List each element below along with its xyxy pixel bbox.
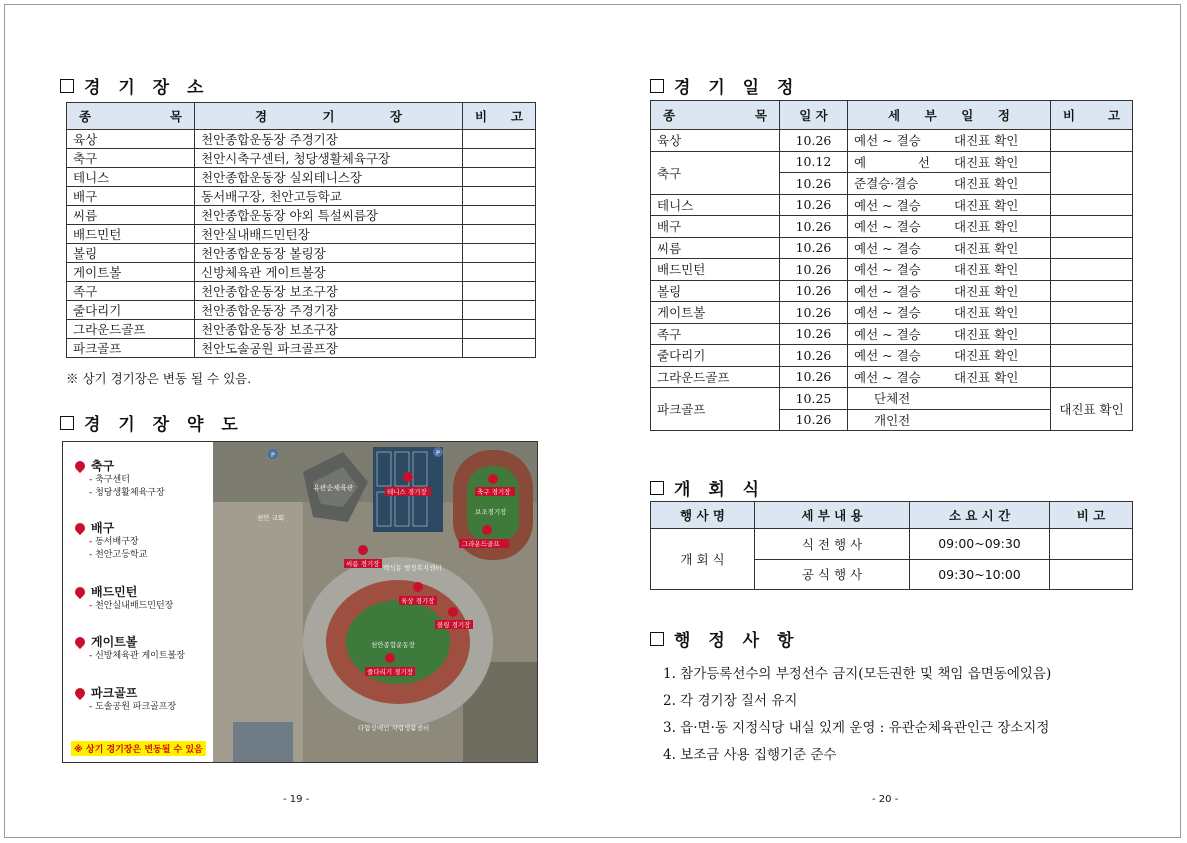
schedule-date-cell: 10.26 [780,216,848,238]
venue-note-cell [463,130,536,149]
schedule-date-cell: 10.12 [780,151,848,173]
schedule-detail-cell: 단체전 [848,388,1051,410]
venue-row [67,149,536,168]
venue-row [67,263,536,282]
venue-place-cell: 천안종합운동장 볼링장 [195,244,463,263]
venue-place-cell: 천안종합운동장 주경기장 [195,130,463,149]
schedule-table [650,100,1133,431]
schedule-date-cell: 10.26 [780,280,848,302]
ceremony-row [651,529,1133,560]
venue-sport-cell: 배드민턴 [67,225,195,244]
venue-place-cell: 천안종합운동장 실외테니스장 [195,168,463,187]
schedule-note-cell [1051,194,1133,216]
schedule-note-cell [1051,237,1133,259]
map-legend-note: ※ 상기 경기장은 변동될 수 있음 [71,741,206,756]
schedule-confirm-text: 대진표 확인 [954,176,1019,192]
schedule-confirm-text: 대진표 확인 [954,326,1019,342]
schedule-row [651,345,1133,367]
schedule-note-cell [1051,130,1133,152]
venue-sport-cell: 게이트볼 [67,263,195,282]
schedule-confirm-text: 대진표 확인 [954,283,1019,299]
schedule-detail-text: 예선 ~ 결승 [854,305,921,321]
schedule-date-cell: 10.25 [780,388,848,410]
page-number-right: - 20 - [872,794,899,805]
schedule-detail-cell [848,323,1051,345]
venue-heading: 경 기 장 소 [60,73,209,98]
schedule-sport-cell: 배구 [651,216,780,238]
schedule-detail-cell [848,216,1051,238]
schedule-confirm-text: 대진표 확인 [954,305,1019,321]
map-pin-icon [73,584,87,598]
map-label-stadium: 천안종합운동장 [371,641,415,649]
schedule-detail-text: 예선 ~ 결승 [854,133,921,149]
venue-place-cell: 천안종합운동장 주경기장 [195,301,463,320]
map-tag-soccer: 축구 경기장 [477,488,511,496]
schedule-sport-cell: 씨름 [651,237,780,259]
map-label-subfield: 보조경기장 [475,508,507,516]
map-pin-icon [73,458,87,472]
venue-note-cell [463,301,536,320]
checkbox-square-icon [650,632,664,646]
schedule-date-cell: 10.26 [780,237,848,259]
schedule-date-cell: 10.26 [780,194,848,216]
schedule-detail-text: 예선 ~ 결승 [854,197,921,213]
schedule-row [651,130,1133,152]
map-heading: 경 기 장 약 도 [60,410,244,435]
venue-place-cell: 동서배구장, 천안고등학교 [195,187,463,206]
checkbox-square-icon [60,79,74,93]
schedule-note-cell [1051,345,1133,367]
schedule-sport-cell: 테니스 [651,194,780,216]
venue-note-cell [463,339,536,358]
schedule-detail-text: 예선 ~ 결승 [854,219,921,235]
schedule-confirm-text: 대진표 확인 [954,240,1019,256]
checkbox-square-icon [650,79,664,93]
map-tag-athletics: 육상 경기장 [401,597,435,605]
map-tag-tennis: 테니스 경기장 [387,488,427,496]
schedule-header-note: 비 고 [1051,101,1133,130]
admin-heading: 행 정 사 항 [650,626,799,651]
map-label-gym: 유관순체육관 [313,484,354,492]
schedule-detail-cell [848,366,1051,388]
venue-sport-cell: 축구 [67,149,195,168]
map-tag-ssireum: 씨름 경기장 [346,560,380,568]
map-pin-icon [73,634,87,648]
map-label-school: 천안 교회 [257,514,285,522]
ceremony-header-row [651,502,1133,529]
schedule-header-row [651,101,1133,130]
page-number-left: - 19 - [283,794,310,805]
venue-place-cell: 천안종합운동장 야외 특설씨름장 [195,206,463,225]
map-tag-groundgolf: 그라운드골프 [462,540,500,548]
ceremony-detail: 식 전 행 사 [755,529,910,560]
schedule-detail-cell [848,151,1051,173]
map-label-support: 다함장애인 자립생활센터 [358,724,430,732]
admin-item: 1. 참가등록선수의 부정선수 금지(모든권한 및 책임 읍면동에있음) [663,666,1052,682]
ceremony-table [650,501,1133,590]
venue-place-cell: 천안도솔공원 파크골프장 [195,339,463,358]
ceremony-header-time: 소 요 시 간 [910,502,1050,529]
venue-row [67,187,536,206]
schedule-row [651,366,1133,388]
schedule-detail-text: 예선 ~ 결승 [854,369,921,385]
ceremony-time: 09:00~09:30 [910,529,1050,560]
venue-sport-cell: 족구 [67,282,195,301]
venue-note-cell [463,168,536,187]
venue-sport-cell: 육상 [67,130,195,149]
schedule-row [651,216,1133,238]
schedule-date-cell: 10.26 [780,302,848,324]
schedule-row [651,237,1133,259]
schedule-detail-text: 준결승·결승 [854,176,919,192]
schedule-row [651,151,1133,173]
venue-row [67,301,536,320]
venue-sport-cell: 파크골프 [67,339,195,358]
schedule-detail-cell [848,259,1051,281]
map-pin-icon [73,685,87,699]
schedule-sport-cell: 그라운드골프 [651,366,780,388]
schedule-detail-cell [848,302,1051,324]
venue-note-cell [463,225,536,244]
schedule-row [651,388,1133,410]
schedule-note-cell [1051,323,1133,345]
schedule-note-cell [1051,302,1133,324]
venue-sport-cell: 볼링 [67,244,195,263]
venue-sport-cell: 테니스 [67,168,195,187]
schedule-detail-cell [848,194,1051,216]
schedule-row [651,302,1133,324]
schedule-sport-cell: 족구 [651,323,780,345]
schedule-sport-cell: 육상 [651,130,780,152]
legend-item-soccer: 축구 - 축구센터 - 청당생활체육구장 [75,455,165,500]
ceremony-note [1050,529,1133,560]
venue-note-cell [463,149,536,168]
schedule-confirm-text: 대진표 확인 [954,369,1019,385]
schedule-date-cell: 10.26 [780,345,848,367]
map-legend [63,442,213,762]
schedule-detail-cell: 개인전 [848,409,1051,431]
map-label-admin: 백석동 행정복지센터 [383,564,442,572]
legend-item-badminton: 배드민턴 - 천안실내배드민턴장 [75,581,173,613]
venue-note-cell [463,244,536,263]
schedule-sport-cell: 게이트볼 [651,302,780,324]
venue-note-cell [463,187,536,206]
ceremony-header-detail: 세 부 내 용 [755,502,910,529]
ceremony-note [1050,559,1133,590]
venue-note: ※ 상기 경기장은 변동 될 수 있음. [66,371,252,386]
schedule-detail-text: 예 선 [854,154,930,170]
schedule-sport-cell: 축구 [651,151,780,194]
schedule-detail-text: 예선 ~ 결승 [854,326,921,342]
schedule-note-cell [1051,259,1133,281]
admin-item: 2. 각 경기장 질서 유지 [663,693,798,709]
venue-place-cell: 천안시축구센터, 청당생활체육구장 [195,149,463,168]
venue-note-cell [463,282,536,301]
schedule-date-cell: 10.26 [780,130,848,152]
schedule-detail-text: 예선 ~ 결승 [854,240,921,256]
schedule-header-detail: 세 부 일 정 [848,101,1051,130]
schedule-date-cell: 10.26 [780,366,848,388]
venue-map [62,441,538,763]
ceremony-time: 09:30~10:00 [910,559,1050,590]
schedule-confirm-text: 대진표 확인 [954,348,1019,364]
schedule-confirm-cell: 대진표 확인 [1051,388,1133,431]
schedule-sport-cell: 볼링 [651,280,780,302]
schedule-note-cell [1051,151,1133,194]
schedule-header-date: 일 자 [780,101,848,130]
venue-note-cell [463,206,536,225]
schedule-detail-cell [848,280,1051,302]
venue-place-cell: 신방체육관 게이트볼장 [195,263,463,282]
schedule-sport-cell: 파크골프 [651,388,780,431]
venue-note-cell [463,263,536,282]
checkbox-square-icon [60,416,74,430]
admin-item: 4. 보조금 사용 집행기준 준수 [663,747,837,763]
venue-sport-cell: 씨름 [67,206,195,225]
schedule-row [651,280,1133,302]
venue-note-cell [463,320,536,339]
legend-item-volleyball: 배구 - 동서배구장 - 천안고등학교 [75,517,147,562]
schedule-detail-text: 예선 ~ 결승 [854,262,921,278]
venue-place-cell: 천안실내배드민턴장 [195,225,463,244]
ceremony-header-event: 행 사 명 [651,502,755,529]
schedule-confirm-text: 대진표 확인 [954,133,1019,149]
schedule-note-cell [1051,366,1133,388]
venue-table [66,102,536,358]
schedule-row [651,323,1133,345]
schedule-date-cell: 10.26 [780,173,848,195]
ceremony-event-name: 개 회 식 [651,529,755,590]
schedule-confirm-text: 대진표 확인 [954,219,1019,235]
venue-header-note: 비 고 [463,103,536,130]
venue-sport-cell: 배구 [67,187,195,206]
schedule-confirm-text: 대진표 확인 [954,262,1019,278]
venue-header-sport: 종 목 [67,103,195,130]
venue-sport-cell: 줄다리기 [67,301,195,320]
ceremony-header-note: 비 고 [1050,502,1133,529]
venue-row [67,320,536,339]
venue-place-cell: 천안종합운동장 보조구장 [195,320,463,339]
schedule-date-cell: 10.26 [780,409,848,431]
schedule-detail-text: 예선 ~ 결승 [854,348,921,364]
schedule-row [651,259,1133,281]
schedule-detail-text: 예선 ~ 결승 [854,283,921,299]
schedule-sport-cell: 줄다리기 [651,345,780,367]
checkbox-square-icon [650,481,664,495]
ceremony-detail: 공 식 행 사 [755,559,910,590]
schedule-row [651,194,1133,216]
schedule-heading: 경 기 일 정 [650,73,799,98]
map-parking-icon: P [436,449,440,457]
schedule-detail-cell [848,130,1051,152]
legend-item-parkgolf: 파크골프 - 도솔공원 파크골프장 [75,682,176,714]
map-tag-bowling: 볼링 경기장 [437,621,471,629]
schedule-note-cell [1051,280,1133,302]
legend-item-gateball: 게이트볼 - 신방체육관 게이트볼장 [75,631,185,663]
venue-row [67,130,536,149]
schedule-date-cell: 10.26 [780,259,848,281]
schedule-header-sport: 종 목 [651,101,780,130]
venue-row [67,206,536,225]
schedule-date-cell: 10.26 [780,323,848,345]
venue-row [67,225,536,244]
aerial-photo [213,442,537,762]
venue-header-row [67,103,536,130]
map-parking-icon: P [271,451,275,459]
schedule-detail-cell [848,173,1051,195]
map-tag-tug: 줄다리기 경기장 [367,668,414,676]
map-pin-icon [73,520,87,534]
venue-row [67,282,536,301]
venue-row [67,339,536,358]
schedule-detail-cell [848,345,1051,367]
admin-item: 3. 읍·면·동 지정식당 내실 있게 운영 : 유관순체육관인근 장소지정 [663,720,1050,736]
schedule-note-cell [1051,216,1133,238]
schedule-sport-cell: 배드민턴 [651,259,780,281]
venue-header-venue: 경 기 장 [195,103,463,130]
venue-place-cell: 천안종합운동장 보조구장 [195,282,463,301]
schedule-detail-cell [848,237,1051,259]
venue-row [67,244,536,263]
venue-sport-cell: 그라운드골프 [67,320,195,339]
schedule-confirm-text: 대진표 확인 [954,154,1019,170]
venue-row [67,168,536,187]
schedule-confirm-text: 대진표 확인 [954,197,1019,213]
ceremony-heading: 개 회 식 [650,475,765,500]
